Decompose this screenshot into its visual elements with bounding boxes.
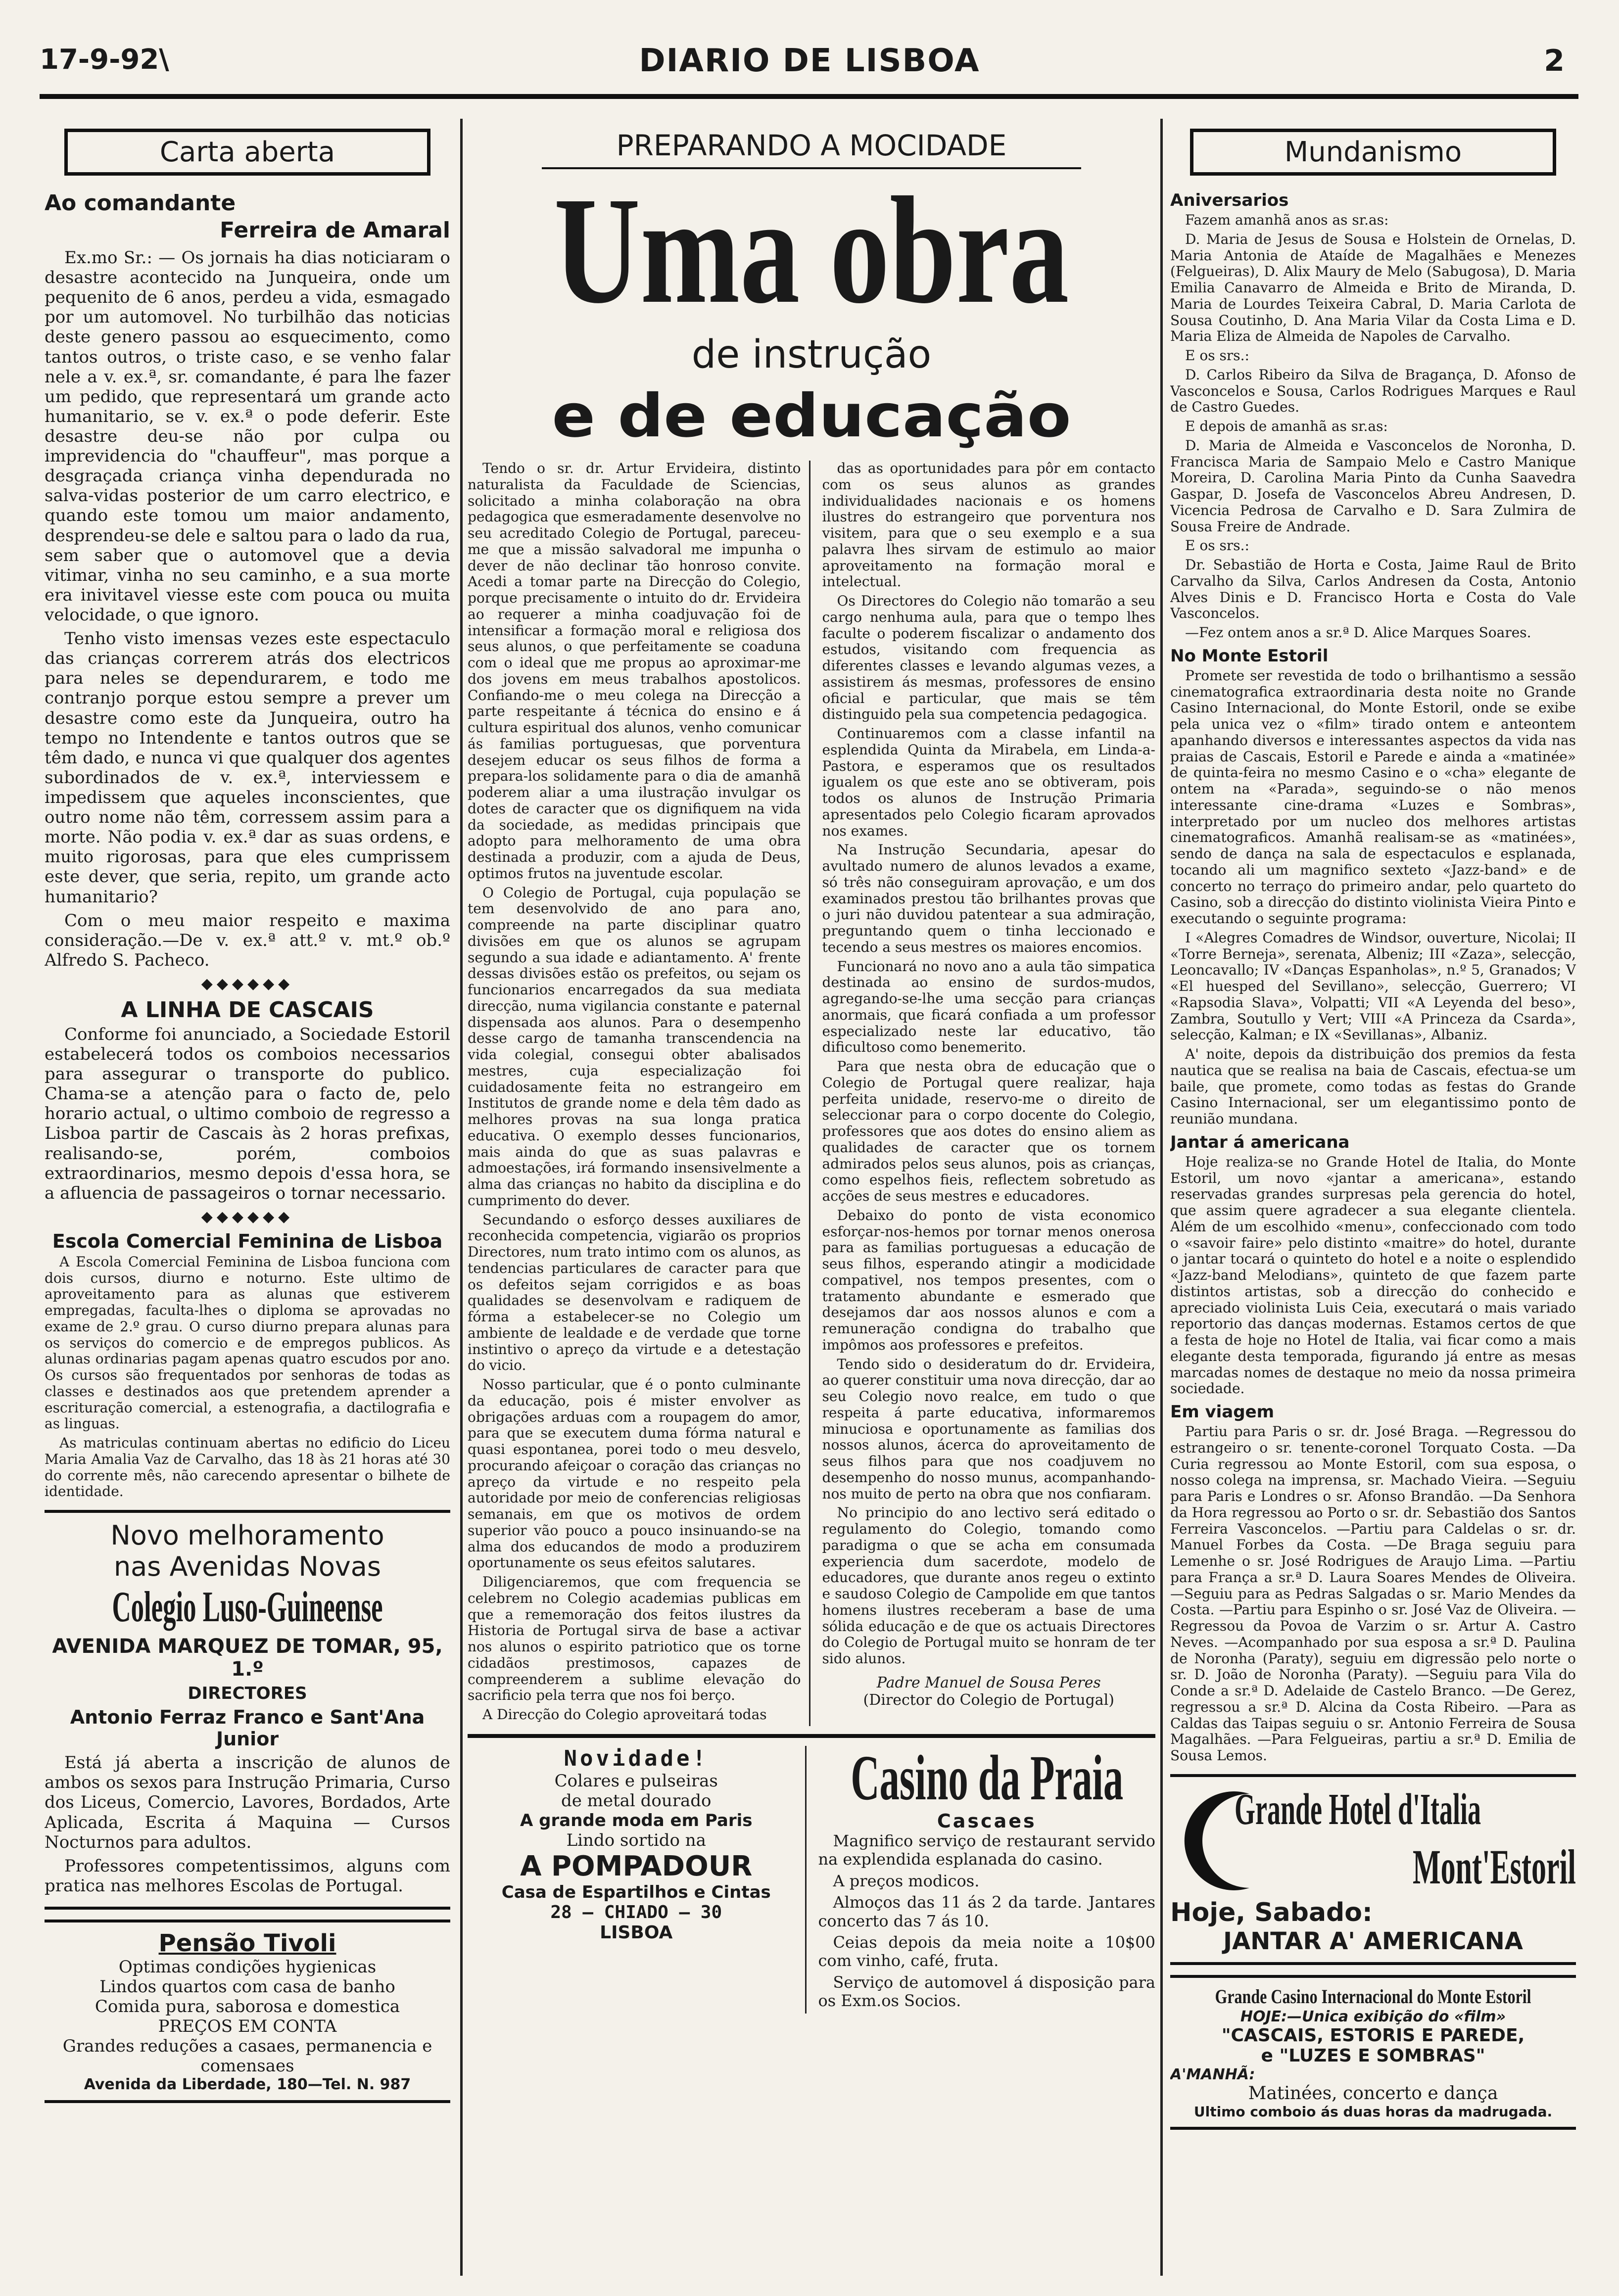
- issue-date: 17-9-92\: [40, 44, 169, 76]
- pensao-name: Pensão Tivoli: [158, 1929, 336, 1957]
- article-body: [468, 461, 1155, 1726]
- aniversarios-text: E depois de amanhã as sr.as:: [1185, 418, 1388, 434]
- pensao-advert: [45, 1920, 450, 2103]
- colegio-directors: Antonio Ferraz Franco e Sant'Ana Junior: [70, 1706, 425, 1750]
- right-column: [1170, 119, 1576, 2286]
- carta-addressee: Ao comandante: [45, 190, 236, 216]
- casino-line: e "LUZES E SOMBRAS": [1261, 2045, 1485, 2066]
- pompadour-line: Colares e pulseiras: [554, 1771, 718, 1791]
- jantar-heading: Jantar á americana: [1170, 1132, 1350, 1152]
- aniversarios-text: D. Maria de Jesus de Sousa e Holstein de Ornelas, D. Maria Antonia de Ataíde de Magalhães e Menezes (Felgueiras), D. Alix Maury de Melo (Sabugosa), D. Maria Emilia Canavarro de Almeida e Brito de Miranda, D. Maria de Lourdes Teixeira Cabral, D. Maria Carlota de Sousa Coutinho, D. Ana Maria Vilar da Costa Lima e D. Maria Eliza de Almeida de Napoles de Carvalho.: [1170, 231, 1576, 345]
- pensao-address: Avenida da Liberdade, 180—Tel. N. 987: [84, 2075, 411, 2093]
- hotel-line: Hoje, Sabado:: [1170, 1897, 1373, 1927]
- article-signature: Padre Manuel de Sousa Peres: [876, 1674, 1101, 1691]
- pompadour-line: de metal dourado: [561, 1790, 712, 1811]
- article-paragraph: Continuaremos com a classe infantil na esplendida Quinta da Mirabela, em Linda-a-Pastora, e esperamos que os resultados igualem os que este ano se obtiveram, pois todos os alunos de Instrução Primaria apresentados pelo Colegio ficaram aprovados nos exames.: [822, 725, 1155, 839]
- column-divider: [1160, 119, 1163, 2276]
- pompadour-line: Novidade!: [564, 1745, 709, 1771]
- center-column: [468, 119, 1155, 2286]
- casino-line: Ceias depois da meia noite a 10$00 com vinho, café, fruta.: [818, 1932, 1155, 1970]
- jantar-text: Hoje realiza-se no Grande Hotel de Italia, do Monte Estoril, um novo «jantar a americana», estando reservadas grandes surpresas pela gerencia do hotel, que assim quere agradecer a sua elegante clientela. Além de um escolhido «menu», confeccionado com todo o «savoir faire» pelo distinto «maitre» do hotel, durante o jantar tocará o quinteto do hotel e a noite o esplendido «Jazz-band Melodians», quinteto de que fazem parte distintos artistas, sob a direcção do conhecido e apreciado violinista Luis Ceia, executará o mais variado reportorio das danças modernas. Estamos certos de que a festa de hoje no Hotel de Italia, vai ficar como a mais elegante desta temporada, figurando já entre as mesas marcadas nomes de destaque no meio da nossa primeira sociedade.: [1170, 1153, 1576, 1397]
- pensao-line: PREÇOS EM CONTA: [158, 2016, 337, 2036]
- page-number: 2: [1544, 44, 1565, 78]
- article-column-left: [468, 461, 810, 1726]
- article-paragraph: Secundando o esforço desses auxiliares de reconhecida competencia, vigiarão os proprios Directores, num trato intimo com os alunos, as tendencias particulares de caracter para que os defeitos sejam corrigidos e as boas qualidades se desenvolvam e radiquem de fórma a estabelecer-se no Colegio um ambiente de lealdade e de verdade que torne instintivo o apreço da virtude e a detestação do vicio.: [468, 1211, 801, 1374]
- colegio-text-2: Professores competentissimos, alguns com pratica nas melhores Escolas de Portugal.: [45, 1856, 450, 1896]
- viagem-text: Partiu para Paris o sr. dr. José Braga. —Regressou do estrangeiro o sr. tenente-coronel Torquato Costa. —Da Curia regressou ao Monte Estoril, com sua esposa, o nosso colega na imprensa, sr. Machado Vieira. —Seguiu para Paris e Londres o sr. Afonso Brandão. —Da Senhora da Hora regressou ao Porto o sr. dr. Sebastião dos Santos Ferreira Vasconcelos. —Partiu para Caldelas o sr. dr. Manuel Forbes da Costa. —De Braga seguiu para Lemenhe o sr. José Rodrigues de Araujo Lima. —Partiu para França a sr.ª D. Laura Soares Mendes de Oliveira. —Seguiu para as Pedras Salgadas o sr. Mario Mendes da Costa. —Partiu para Espinho o sr. José Vaz de Oliveira. —Regressou da Povoa de Varzim o sr. Artur A. Castro Neves. —Acompanhado por sua esposa a sr.ª D. Paulina de Noronha (Paraty), seguiu em digressão pelo norte o sr. D. João de Noronha (Paraty). —Seguiu para Vila do Conde a sr.ª D. Adelaide de Castelo Branco. —De Gerez, regressou a sr.ª D. Alcina da Costa Ribeiro. —Para as Caldas das Taipas seguiu o sr. Antonio Ferreira de Sousa Magalhães. —Para Felgueiras, partiu a sr.ª D. Emilia de Sousa Lemos.: [1170, 1423, 1576, 1764]
- carta-addressee-name: Ferreira de Amaral: [220, 218, 450, 243]
- pompadour-name: A POMPADOUR: [520, 1850, 753, 1882]
- article-paragraph: Tendo o sr. dr. Artur Ervideira, distinto naturalista da Faculdade de Sciencias, solicitado a minha colaboração na obra pedagogica que esmeradamente desenvolve no seu acreditado Colegio de Portugal, pareceu-me que a missão salvadoral me impunha o dever de não declinar tão honroso convite. Acedi a tomar parte na Direcção do Colegio, porque precisamente o intuito do dr. Ervideira ao requerer a minha coadjuvação foi de intensificar a formação moral e religiosa dos seus alunos, o que perfeitamente se coaduna com o ideal que me propus ao aproximar-me dos jovens em meus trabalhos apostolicos. Confiando-me o meu colega na Direcção a parte respeitante á técnica do ensino e á cultura espiritual dos alunos, venho comunicar ás familias portuguesas, que porventura desejem educar os seus filhos de forma a prepara-los solidamente para o dia de amanhã poderem aliar a uma ilustração invulgar os dotes de caracter que os dignifiquem na vida da sociedade, as medidas principais que adopto para melhoramento de uma obra destinada a produzir, com a ajuda de Deus, optimos frutos na juventude escolar.: [468, 460, 801, 882]
- article-paragraph: Tendo sido o desideratum do dr. Ervideira, ao querer constituir uma nova direcção, dar ao seu Colegio novo realce, em tudo o que respeita á parte educativa, informaremos minuciosa e oportunamente as familias dos nossos alunos, ácerca do aproveitamento de seus filhos para que nos coadjuvem no desempenho do nosso munus, acompanhando-nos muito de perto na obra que nos confiaram.: [822, 1356, 1155, 1502]
- article-column-right: [822, 461, 1156, 1726]
- cascais-heading: A LINHA DE CASCAIS: [121, 997, 374, 1023]
- hotel-italia-logo-block: [1170, 1784, 1576, 1898]
- casino-line: Serviço de automovel á disposição para os Exm.os Socios.: [818, 1972, 1155, 2011]
- viagem-heading: Em viagem: [1170, 1402, 1275, 1422]
- monte-estoril-text: A' noite, depois da distribuição dos premios da festa nautica que se realisa na baia de Cascais, efectua-se um baile, que promete, como todas as festas do Grande Casino Internacional, ser um elegantissimo ponto de reunião mundana.: [1170, 1046, 1576, 1127]
- article-subtitle: de instrução: [691, 332, 932, 377]
- aniversarios-text: Dr. Sebastião de Horta e Costa, Jaime Raul de Brito Carvalho da Silva, Carlos Andresen da Costa, Antonio Alves Dinis e D. Francisco Horta e Costa do Vale Vasconcelos.: [1170, 557, 1576, 622]
- article-paragraph: Para que nesta obra de educação que o Colegio de Portugal quere realizar, haja perfeita unidade, reservo-me o direito de seleccionar para o corpo docente do Colegio, professores que aos dotes do ensino aliem as qualidades de caracter que os tornem admirados pelos seus alunos, pois as crianças, como espelhos fieis, reflectem sobretudo as acções de seus mestres e educadores.: [822, 1058, 1155, 1204]
- aniversarios-text: E os srs.:: [1185, 347, 1249, 364]
- carta-paragraph: Ex.mo Sr.: — Os jornais ha dias noticiaram o desastre acontecido na Junqueira, onde um pequenito de 6 anos, perdeu a vida, esmagado por um automovel. No turbilhão das noticias deste genero passou ao esquecimento, como tantos outros, o triste caso, e se venho falar nele a v. ex.ª, sr. comandante, é para lhe fazer um pedido, que representará um grande acto humanitario, se v. ex.ª o pode deferir. Este desastre deu-se não por culpa ou imprevidencia do "chauffeur", mas porque a desgraçada criança vinha dependurada no salva-vidas posterior de um carro electrico, e quando este tomou um maior andamento, desprendeu-se dele e saltou para o lado da rua, sem saber que o automovel que a devia vitimar, vinha no seu caminho, e a sua morte era inivitavel viesse este com pouca ou muita velocidade, o que ignoro.: [45, 248, 450, 625]
- casino-place: Cascaes: [937, 1810, 1037, 1832]
- pompadour-line: Lindo sortido na: [566, 1830, 706, 1850]
- colegio-headline-1: Novo melhoramento: [110, 1520, 384, 1551]
- hotel-italia-advert: [1170, 1774, 1576, 1965]
- casino-line: A'MANHÃ:: [1170, 2065, 1255, 2083]
- aniversarios-text: D. Carlos Ribeiro da Silva de Bragança, D. Afonso de Vasconcelos e Sousa, Carlos Rodrigues Marques e Raul de Castro Guedes.: [1170, 366, 1576, 416]
- pompadour-advert: [468, 1746, 807, 2014]
- article-paragraph: A Direcção do Colegio aproveitará todas: [482, 1706, 767, 1723]
- colegio-name: Colegio Luso-Guineense: [112, 1583, 383, 1632]
- pensao-line: Optimas condições hygienicas: [118, 1957, 377, 1977]
- article-signature-title: (Director do Colegio de Portugal): [863, 1691, 1114, 1709]
- casino-line: A preços modicos.: [833, 1871, 980, 1890]
- hotel-line: JANTAR A' AMERICANA: [1223, 1927, 1523, 1955]
- colegio-directors-label: DIRECTORES: [188, 1684, 307, 1704]
- casino-line: Magnifico serviço de restaurant servido na explendida esplanada do casino.: [818, 1831, 1155, 1869]
- carta-paragraph: Com o meu maior respeito e maxima consideração.—De v. ex.ª att.º v. mt.º ob.º Alfredo S. Pacheco.: [45, 910, 450, 970]
- hotel-place: Mont'Estoril: [1413, 1839, 1576, 1894]
- article-title: Uma obra: [554, 166, 1069, 335]
- colegio-address: AVENIDA MARQUEZ DE TOMAR, 95, 1.º: [52, 1635, 443, 1681]
- article-paragraph: das as oportunidades para pôr em contacto com os seus alunos as grandes individualidades nacionais e os homens ilustres do estrangeiro que porventura nos visitem, para que o seu exemplo e a sua palavra lhes sirvam de estimulo ao maior aproveitamento na formação moral e intelectual.: [822, 460, 1155, 590]
- separator-ornament: ◆◆◆◆◆◆: [201, 1208, 294, 1225]
- aniversarios-text: D. Maria de Almeida e Vasconcelos de Noronha, D. Francisca Maria de Sampaio Melo e Castro Manique Moreira, D. Carolina Maria Pinto da Cunha Saavedra Gaspar, D. Josefa de Vasconcelos Abreu Andresen, D. Vicencia Pedrosa de Carvalho e D. Sara Zulmira de Sousa Freire de Andrade.: [1170, 437, 1576, 535]
- aniversarios-text: E os srs.:: [1185, 537, 1249, 554]
- carta-aberta-heading: Carta aberta: [64, 129, 430, 176]
- pensao-line: Lindos quartos com casa de banho: [99, 1976, 395, 1997]
- pompadour-line: Casa de Espartilhos e Cintas: [501, 1882, 771, 1902]
- carta-paragraph: Tenho visto imensas vezes este espectaculo das crianças correrem atrás dos electricos para neles se dependurarem, e todo me contranjo porque estou sempre a prever um desastre como este da Junqueira, outro ha tempo no Intendente e tantos outros que se têm dado, e nunca vi que qualquer dos agentes subordinados de v. ex.ª, interviessem e impedissem que aqueles inconscientes, que outro nome não têm, corressem assim para a morte. Não podia v. ex.ª dar as suas ordens, e muito rigorosas, para que eles cumprissem este dever, que seria, repito, um grande acto humanitario?: [45, 629, 450, 907]
- casino-line: "CASCAIS, ESTORIS E PAREDE,: [1221, 2025, 1525, 2046]
- aniversarios-text: —Fez ontem anos a sr.ª D. Alice Marques Soares.: [1185, 624, 1531, 641]
- pensao-line: Grandes reduções a casaes, permanencia e comensaes: [62, 2036, 432, 2076]
- monte-estoril-text: I «Alegres Comadres de Windsor, ouverture, Nicolai; II «Torre Berneja», serenata, Albeniz; III «Zaza», selecção, Leoncavallo; IV «Danças Espanholas», n.º 5, Granados; V «El huesped del Sevillano», selecção, Guerrero; VI «Rapsodia Slava», Volpatti; VII «A Leyenda del beso», Zambra, Soutullo y Vert; VIII «A Princeza da Csarda», selecção, Kalman; e IX «Sevillanas», Albaniz.: [1170, 929, 1576, 1043]
- article-paragraph: Debaixo do ponto de vista economico esforçar-nos-hemos por tornar menos onerosa para as familias portuguesas a educação de seus filhos, esperando atingir a modicidade compativel, nos tempos presentes, com o tratamento abundante e esmerado que desejamos dar aos nossos alunos e com a remuneração condigna do trabalho que impômos aos professores e prefeitos.: [822, 1207, 1155, 1353]
- separator-ornament: ◆◆◆◆◆◆: [201, 975, 294, 992]
- casino-line: Almoços das 11 ás 2 da tarde. Jantares concerto das 7 ás 10.: [818, 1893, 1155, 1930]
- casino-line: HOJE:—Unica exibição do «film»: [1240, 2008, 1506, 2025]
- grande-casino-advert: [1170, 1975, 1576, 2130]
- center-adverts: [468, 1734, 1155, 2014]
- escola-text-2: As matriculas continuam abertas no edificio do Liceu Maria Amalia Vaz de Carvalho, das 18 às 21 horas até 30 do corrente mês, não carecendo apresentar o bilhete de identidade.: [45, 1435, 450, 1500]
- article-paragraph: Diligenciaremos, que com frequencia se celebrem no Colegio academias publicas em que a rememoração dos feitos ilustres da Historia de Portugal sirva de base a activar nos alunos o espirito patriotico que os torne cidadãos prestimosos, capazes de compreenderem a sublime elevação do sacrificio pela terra que nos foi berço.: [468, 1574, 801, 1704]
- colegio-advert: [45, 1510, 450, 1910]
- cascais-text: Conforme foi anunciado, a Sociedade Estoril estabelecerá todos os comboios necessarios para assegurar o transporte do publico. Chama-se a atenção para o facto de, pelo horario actual, o ultimo comboio de regresso a Lisboa partir de Cascais às 2 horas prefixas, realisando-se, porém, comboios extraordinarios, mesmo depois d'essa hora, se a afluencia de passageiros o tornar necessario.: [45, 1024, 450, 1203]
- masthead-rule: [40, 94, 1578, 99]
- casino-name: Casino da Praia: [850, 1742, 1123, 1814]
- colegio-headline-2: nas Avenidas Novas: [113, 1551, 381, 1583]
- escola-text: A Escola Comercial Feminina de Lisboa funciona com dois cursos, diurno e noturno. Este ultimo de aproveitamento para as alunas que estiverem empregadas, faculta-lhes o diploma se aprovadas no exame de 2.º grau. O curso diurno prepara alunas para os serviços do comercio e de empregos publicos. As alunas ordinarias pagam apenas quatro escudos por ano. Os cursos são frequentados por senhoras de todas as classes e destinados aos que pretendem aprender a escrituração comercial, a estenografia, a dactilografia e as linguas.: [45, 1253, 450, 1432]
- aniversarios-text: Fazem amanhã anos as sr.as:: [1185, 212, 1389, 228]
- colegio-text: Está já aberta a inscrição de alunos de ambos os sexos para Instrução Primaria, Curso dos Liceus, Comercio, Lavores, Bordados, Arte Aplicada, Escrita á Maquina — Cursos Nocturnos para adultos.: [45, 1753, 450, 1852]
- casino-line: Ultimo comboio ás duas horas da madrugada.: [1193, 2103, 1553, 2120]
- casino-name: Grande Casino Internacional do Monte Estoril: [1215, 1985, 1531, 2008]
- pensao-line: Comida pura, saborosa e domestica: [95, 1996, 400, 2016]
- left-column: [45, 119, 450, 2286]
- column-divider: [460, 119, 463, 2276]
- monte-estoril-heading: No Monte Estoril: [1170, 646, 1329, 666]
- article-paragraph: Funcionará no novo ano a aula tão simpatica destinada ao ensino de surdos-mudos, agregando-se-lhe uma secção para crianças anormais, que ficará confiada a um professor especializado neste lar educativo, tão dificultoso como benemerito.: [822, 958, 1155, 1056]
- hotel-name: Grande Hotel d'Italia: [1235, 1784, 1481, 1834]
- article-paragraph: Os Directores do Colegio não tomarão a seu cargo nenhuma aula, para que o tempo lhes faculte o poderem fiscalizar o andamento dos estudos, visitando com frequencia as diferentes classes e levando algumas vezes, a assistirem ás mesmas, professores de ensino oficial e particular, que mais se têm distinguido pela sua competencia pedagogica.: [822, 593, 1155, 723]
- article-kicker: PREPARANDO A MOCIDADE: [542, 129, 1081, 169]
- mundanismo-heading: Mundanismo: [1190, 129, 1556, 176]
- monte-estoril-text: Promete ser revestida de todo o brilhantismo a sessão cinematografica extraordinaria desta noite no Grande Casino Internacional, do Monte Estoril, onde se exibe pela unica vez o «film» tirado ontem e anteontem apanhando diversos e interessantes aspectos da vida nas praias de Cascais, Estoril e Parede e ainda a «matinée» de quinta-feira no mesmo Casino e o «cha» elegante de ontem na «Parada», seguindo-se o não menos interessante cine-drama «Luzes e Sombras», interpretado por um nucleo dos melhores artistas cinematograficos. Amanhã realisam-se as «matinées», sendo de dança na sala de espectaculos e esplanada, tocando ali um magnifico sexteto «Jazz-band» e de concerto no terraço do primeiro andar, pelo quarteto do Casino, sob a direcção do distinto violinista Vieira Pinto e executando o seguinte programa:: [1170, 667, 1576, 927]
- article-paragraph: No principio do ano lectivo será editado o regulamento do Colegio, tomando como paradigma o que se acha em consumada experiencia dum sacerdote, modelo de educadores, que durante anos regeu o extinto e saudoso Colegio de Campolide em que tantos homens ilustres receberam a base de uma sólida educação e de que os actuais Directores do Colegio de Portugal muito se honram de ter sido alunos.: [822, 1504, 1155, 1667]
- newspaper-name: DIARIO DE LISBOA: [639, 43, 980, 79]
- pompadour-address: 28 — CHIADO — 30: [550, 1902, 722, 1922]
- escola-heading: Escola Comercial Feminina de Lisboa: [52, 1230, 443, 1252]
- article-paragraph: O Colegio de Portugal, cuja população se tem desenvolvido de ano para ano, compreende na parte disciplinar quatro divisões em que os alunos se agrupam segundo a sua idade e adiantamento. A' frente dessas divisões estão os prefeitos, ou sejam os funcionarios encarregados da sua mediata direcção, numa vigilancia constante e paternal dispensada aos alunos. Para o desempenho desse cargo de tamanha transcendencia na vida colegial, consegui obter abalisados mestres, cuja especialização foi cuidadosamente feita no estrangeiro em Institutos de grande nome e dela têm dado as melhores provas na sua longa pratica educativa. O exemplo desses funcionarios, mais ainda do que as suas palavras e admoestações, irá formando insensivelmente a alma das crianças no habito da disciplina e do cumprimento do dever.: [468, 884, 801, 1209]
- casino-advert: [818, 1742, 1156, 2014]
- article-paragraph: Nosso particular, que é o ponto culminante da educação, pois é mister envolver as obrigações arduas com a roupagem do amor, para que se executem duma fórma natural e quasi espontanea, porei todo o meu desvelo, procurando afeiçoar o coração das crianças no apreço da virtude e no respeito pela autoridade por meio de conferencias religiosas semanais, em que os motivos de ordem superior vão pouco a pouco insinuando-se na alma dos educandos de modo a produzirem oportunamente os seus efeitos salutares.: [468, 1376, 801, 1571]
- pompadour-line: A grande moda em Paris: [520, 1810, 753, 1830]
- pompadour-city: LISBOA: [600, 1922, 673, 1943]
- casino-line: Matinées, concerto e dança: [1248, 2083, 1498, 2104]
- aniversarios-heading: Aniversarios: [1170, 190, 1289, 210]
- article-paragraph: Na Instrução Secundaria, apesar do avultado numero de alunos levados a exame, só três não conseguiram aprovação, e um dos examinados prestou tão brilhantes provas que o juri não duvidou patentear a sua admiração, preguntando quem o tinha leccionado e tecendo a seus mestres os maiores encomios.: [822, 842, 1155, 955]
- article-title-2: e de educação: [552, 382, 1071, 451]
